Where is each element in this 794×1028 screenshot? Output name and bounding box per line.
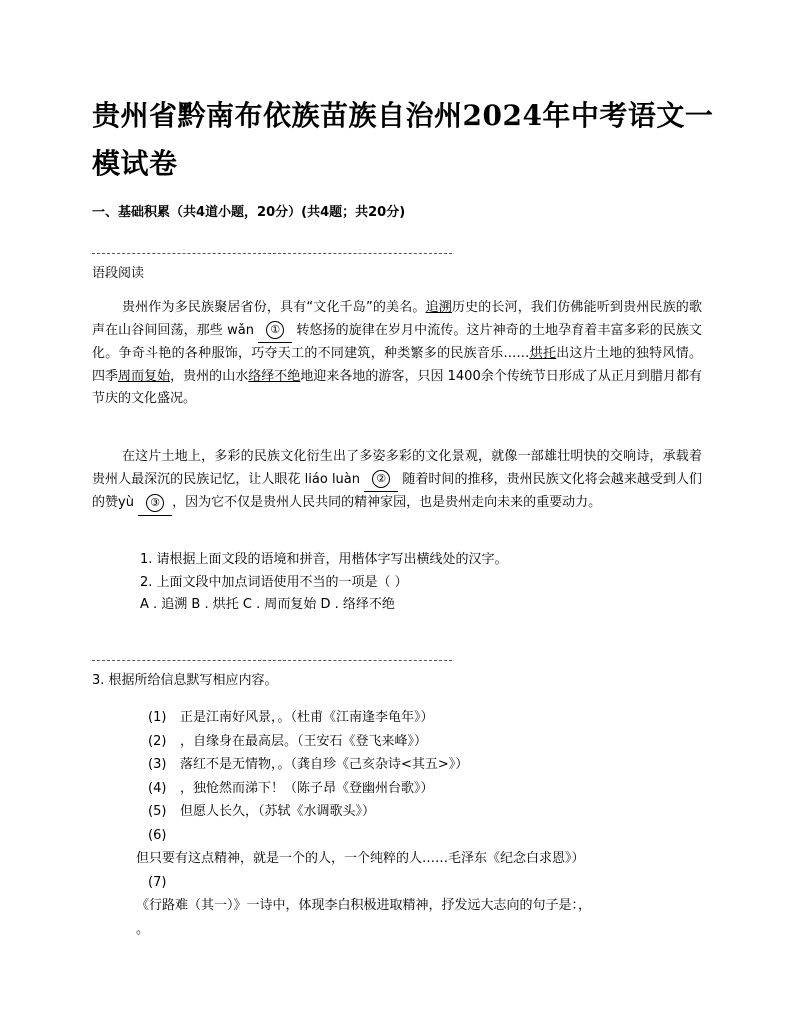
underlined-word: 周而复始: [118, 368, 171, 384]
blank-number: ②: [372, 470, 390, 488]
item-number: (4): [148, 780, 167, 796]
question-list: [140, 549, 700, 617]
divider: [92, 253, 452, 254]
reading-paragraph-2: [92, 446, 702, 516]
blank-number: ③: [146, 494, 164, 512]
text-span: 历史的长河，我们仿佛能听到贵州民族的歌声在山谷间回荡，那些 wǎn: [92, 300, 702, 338]
item-text: ，自缘身在最高层。（王安石《登飞来峰》）: [180, 733, 428, 749]
recite-item: [140, 706, 710, 730]
item-text: 但只要有这点精神，就是一个的人，一个纯粹的人……毛泽东《纪念白求恩》）: [136, 851, 585, 866]
question-3-heading: 3. 根据所给信息默写相应内容。: [92, 673, 278, 688]
page-title: 贵州省黔南布依族苗族自治州2024年中考语文一模试卷: [92, 99, 714, 180]
item-number: (5): [148, 804, 167, 819]
text-span: ，贵州的山水: [170, 368, 249, 384]
item-number: (2): [148, 733, 167, 749]
fill-blank[interactable]: [364, 469, 398, 493]
recite-item: [140, 777, 710, 801]
recitation-list: [136, 706, 710, 941]
text-span: 转悠扬的旋律在岁月中流传。这片神奇的土地孕育着丰富多彩的民族文化。争奇斗艳的各种服饰，巧夺天工的不同建筑，种类繁多的民族音乐……: [92, 322, 702, 361]
text-span: 随着时间的推移，贵州民族文化将会越来越受到人们的赞yù: [92, 471, 702, 510]
underlined-word: 络绎不绝: [248, 368, 301, 384]
text-span: 地迎来各地的游客，只因 1400余个传统节日形成了从正月到腊月都有节庆的文化盛况。: [92, 368, 702, 406]
recite-item: [136, 847, 710, 871]
item-text: 。: [136, 921, 150, 937]
text-span: 在这片土地上，多彩的民族文化衍生出了多姿多彩的文化景观，就像一部雄壮明快的交响诗，承载着贵州人最深沉的民族记忆，让人眼花 liáo luàn: [92, 449, 702, 487]
item-number: (1): [148, 710, 167, 725]
fill-blank[interactable]: [138, 492, 172, 516]
text-span: ，因为它不仅是贵州人民共同的精神家园，也是贵州走向未来的重要动力。: [172, 495, 602, 510]
text-span: 出这片土地的独特风情。四季: [92, 346, 702, 384]
recite-item: [136, 894, 710, 918]
recite-item: [140, 753, 710, 777]
underlined-word: 追溯: [425, 300, 452, 315]
answer-options[interactable]: A . 追溯 B . 烘托 C . 周而复始 D . 络绎不绝: [140, 597, 395, 612]
fill-blank[interactable]: [258, 320, 292, 344]
text-span: 贵州作为多民族聚居省份，具有“文化千岛”的美名。: [122, 300, 426, 315]
reading-paragraph-1: [92, 297, 702, 411]
item-text: ，独怆然而涕下！（陈子昂《登幽州台歌》）: [180, 780, 434, 796]
item-number: (7): [148, 874, 167, 890]
item-text: 正是江南好风景，。（杜甫《江南逢李龟年》）: [180, 710, 434, 725]
reading-label: 语段阅读: [92, 266, 145, 281]
recite-item: [136, 918, 710, 942]
item-number: (6): [148, 827, 167, 843]
section-heading: 一、基础积累（共4道小题，20分）(共4题；共20分): [92, 205, 406, 220]
item-text: 《行路难（其一）》一诗中，体现李白积极进取精神，抒发远大志向的句子是：，: [136, 898, 592, 913]
recite-item: [140, 800, 710, 824]
item-number: (3): [148, 757, 167, 772]
question-item: 2. 上面文段中加点词语使用不当的一项是（ ）: [140, 574, 408, 590]
blank-number: ①: [266, 321, 284, 339]
item-text: 但愿人长久，（苏轼《水调歌头》）: [180, 804, 376, 819]
divider: [92, 660, 452, 661]
item-text: 落红不是无情物，。（龚自珍《己亥杂诗<其五>》）: [180, 757, 469, 772]
question-item: 1. 请根据上面文段的语境和拼音，用楷体字写出横线处的汉字。: [140, 552, 508, 567]
recite-item: [140, 730, 710, 754]
underlined-word: 烘托: [529, 346, 557, 361]
recite-item: [140, 824, 710, 848]
recite-item: [140, 871, 710, 895]
